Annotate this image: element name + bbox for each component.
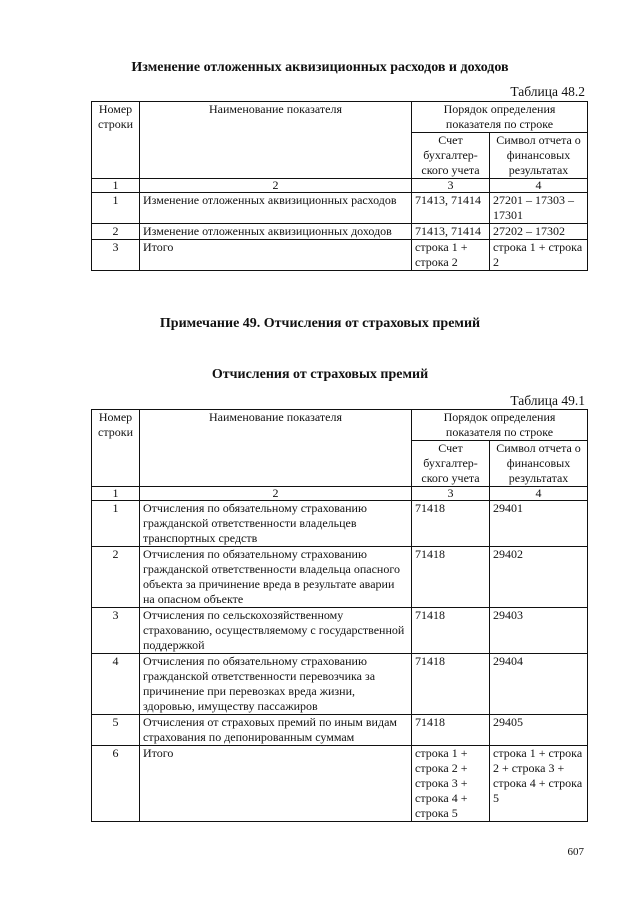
column-number: 3 <box>412 487 490 501</box>
row-account: 71413, 71414 <box>412 224 490 240</box>
column-number: 1 <box>92 487 140 501</box>
page-number: 607 <box>567 846 584 858</box>
row-name: Отчисления по обязательному страхованию гражданской ответственности владельца опасного объекта за причинение вреда в результате аварии на опасном объекте <box>140 547 412 608</box>
row-account: 71418 <box>412 608 490 654</box>
row-name: Отчисления от страховых премий по иным видам страхования по депонированным суммам <box>140 715 412 746</box>
row-name: Отчисления по обязательному страхованию гражданской ответственности владельцев транспортных средств <box>140 501 412 547</box>
table-row <box>92 240 588 271</box>
header-procedure: Порядок определения показателя по строке <box>412 410 588 441</box>
table-49-1-caption: Таблица 49.1 <box>510 393 585 408</box>
column-number: 2 <box>140 179 412 193</box>
row-name: Итого <box>140 746 412 822</box>
table-row <box>92 193 588 224</box>
row-name: Итого <box>140 240 412 271</box>
row-account: 71413, 71414 <box>412 193 490 224</box>
row-symbol: строка 1 + строка 2 + строка 3 + строка 4 + строка 5 <box>490 746 588 822</box>
table-row <box>92 746 588 822</box>
row-name: Изменение отложенных аквизиционных расходов <box>140 193 412 224</box>
header-row-number: Номер строки <box>92 102 140 179</box>
table-48-2-caption: Таблица 48.2 <box>510 84 585 99</box>
row-symbol: 27201 – 17303 – 17301 <box>490 193 588 224</box>
header-row-number: Номер строки <box>92 410 140 487</box>
table-row <box>92 224 588 240</box>
row-number: 3 <box>92 240 140 271</box>
row-symbol: строка 1 + строка 2 <box>490 240 588 271</box>
column-number: 2 <box>140 487 412 501</box>
header-indicator-name: Наименование показателя <box>140 410 412 487</box>
row-symbol: 29403 <box>490 608 588 654</box>
table-49-1-title: Отчисления от страховых премий <box>211 367 429 382</box>
column-number: 1 <box>92 179 140 193</box>
row-name: Отчисления по сельскохозяйственному страхованию, осуществляемому с государственной поддержкой <box>140 608 412 654</box>
table-row <box>92 654 588 715</box>
column-number: 4 <box>490 179 588 193</box>
table-row <box>92 608 588 654</box>
column-number: 4 <box>490 487 588 501</box>
note-49-title: Примечание 49. Отчисления от страховых премий <box>159 316 481 331</box>
table-row <box>92 715 588 746</box>
row-account: 71418 <box>412 654 490 715</box>
table-49-1 <box>91 409 588 822</box>
row-account: 71418 <box>412 715 490 746</box>
row-symbol: 29404 <box>490 654 588 715</box>
row-number: 2 <box>92 224 140 240</box>
row-account: 71418 <box>412 547 490 608</box>
row-account: 71418 <box>412 501 490 547</box>
row-symbol: 29402 <box>490 547 588 608</box>
row-account: строка 1 + строка 2 + строка 3 + строка 4 + строка 5 <box>412 746 490 822</box>
row-number: 1 <box>92 193 140 224</box>
header-procedure: Порядок определения показателя по строке <box>412 102 588 133</box>
table-48-2-title: Изменение отложенных аквизиционных расходов и доходов <box>131 60 509 75</box>
row-account: строка 1 + строка 2 <box>412 240 490 271</box>
row-symbol: 29405 <box>490 715 588 746</box>
row-number: 3 <box>92 608 140 654</box>
row-number: 1 <box>92 501 140 547</box>
header-account: Счет бухгалтер-ского учета <box>412 133 490 179</box>
column-number: 3 <box>412 179 490 193</box>
row-symbol: 27202 – 17302 <box>490 224 588 240</box>
header-symbol: Символ отчета о финансовых результатах <box>490 133 588 179</box>
row-number: 4 <box>92 654 140 715</box>
row-number: 6 <box>92 746 140 822</box>
table-row <box>92 501 588 547</box>
header-symbol: Символ отчета о финансовых результатах <box>490 441 588 487</box>
header-account: Счет бухгалтер-ского учета <box>412 441 490 487</box>
row-symbol: 29401 <box>490 501 588 547</box>
table-48-2 <box>91 101 588 271</box>
row-number: 5 <box>92 715 140 746</box>
table-row <box>92 547 588 608</box>
row-name: Изменение отложенных аквизиционных доходов <box>140 224 412 240</box>
header-indicator-name: Наименование показателя <box>140 102 412 179</box>
row-number: 2 <box>92 547 140 608</box>
row-name: Отчисления по обязательному страхованию гражданской ответственности перевозчика за причинение при перевозках вреда жизни, здоровью, имуществу пассажиров <box>140 654 412 715</box>
